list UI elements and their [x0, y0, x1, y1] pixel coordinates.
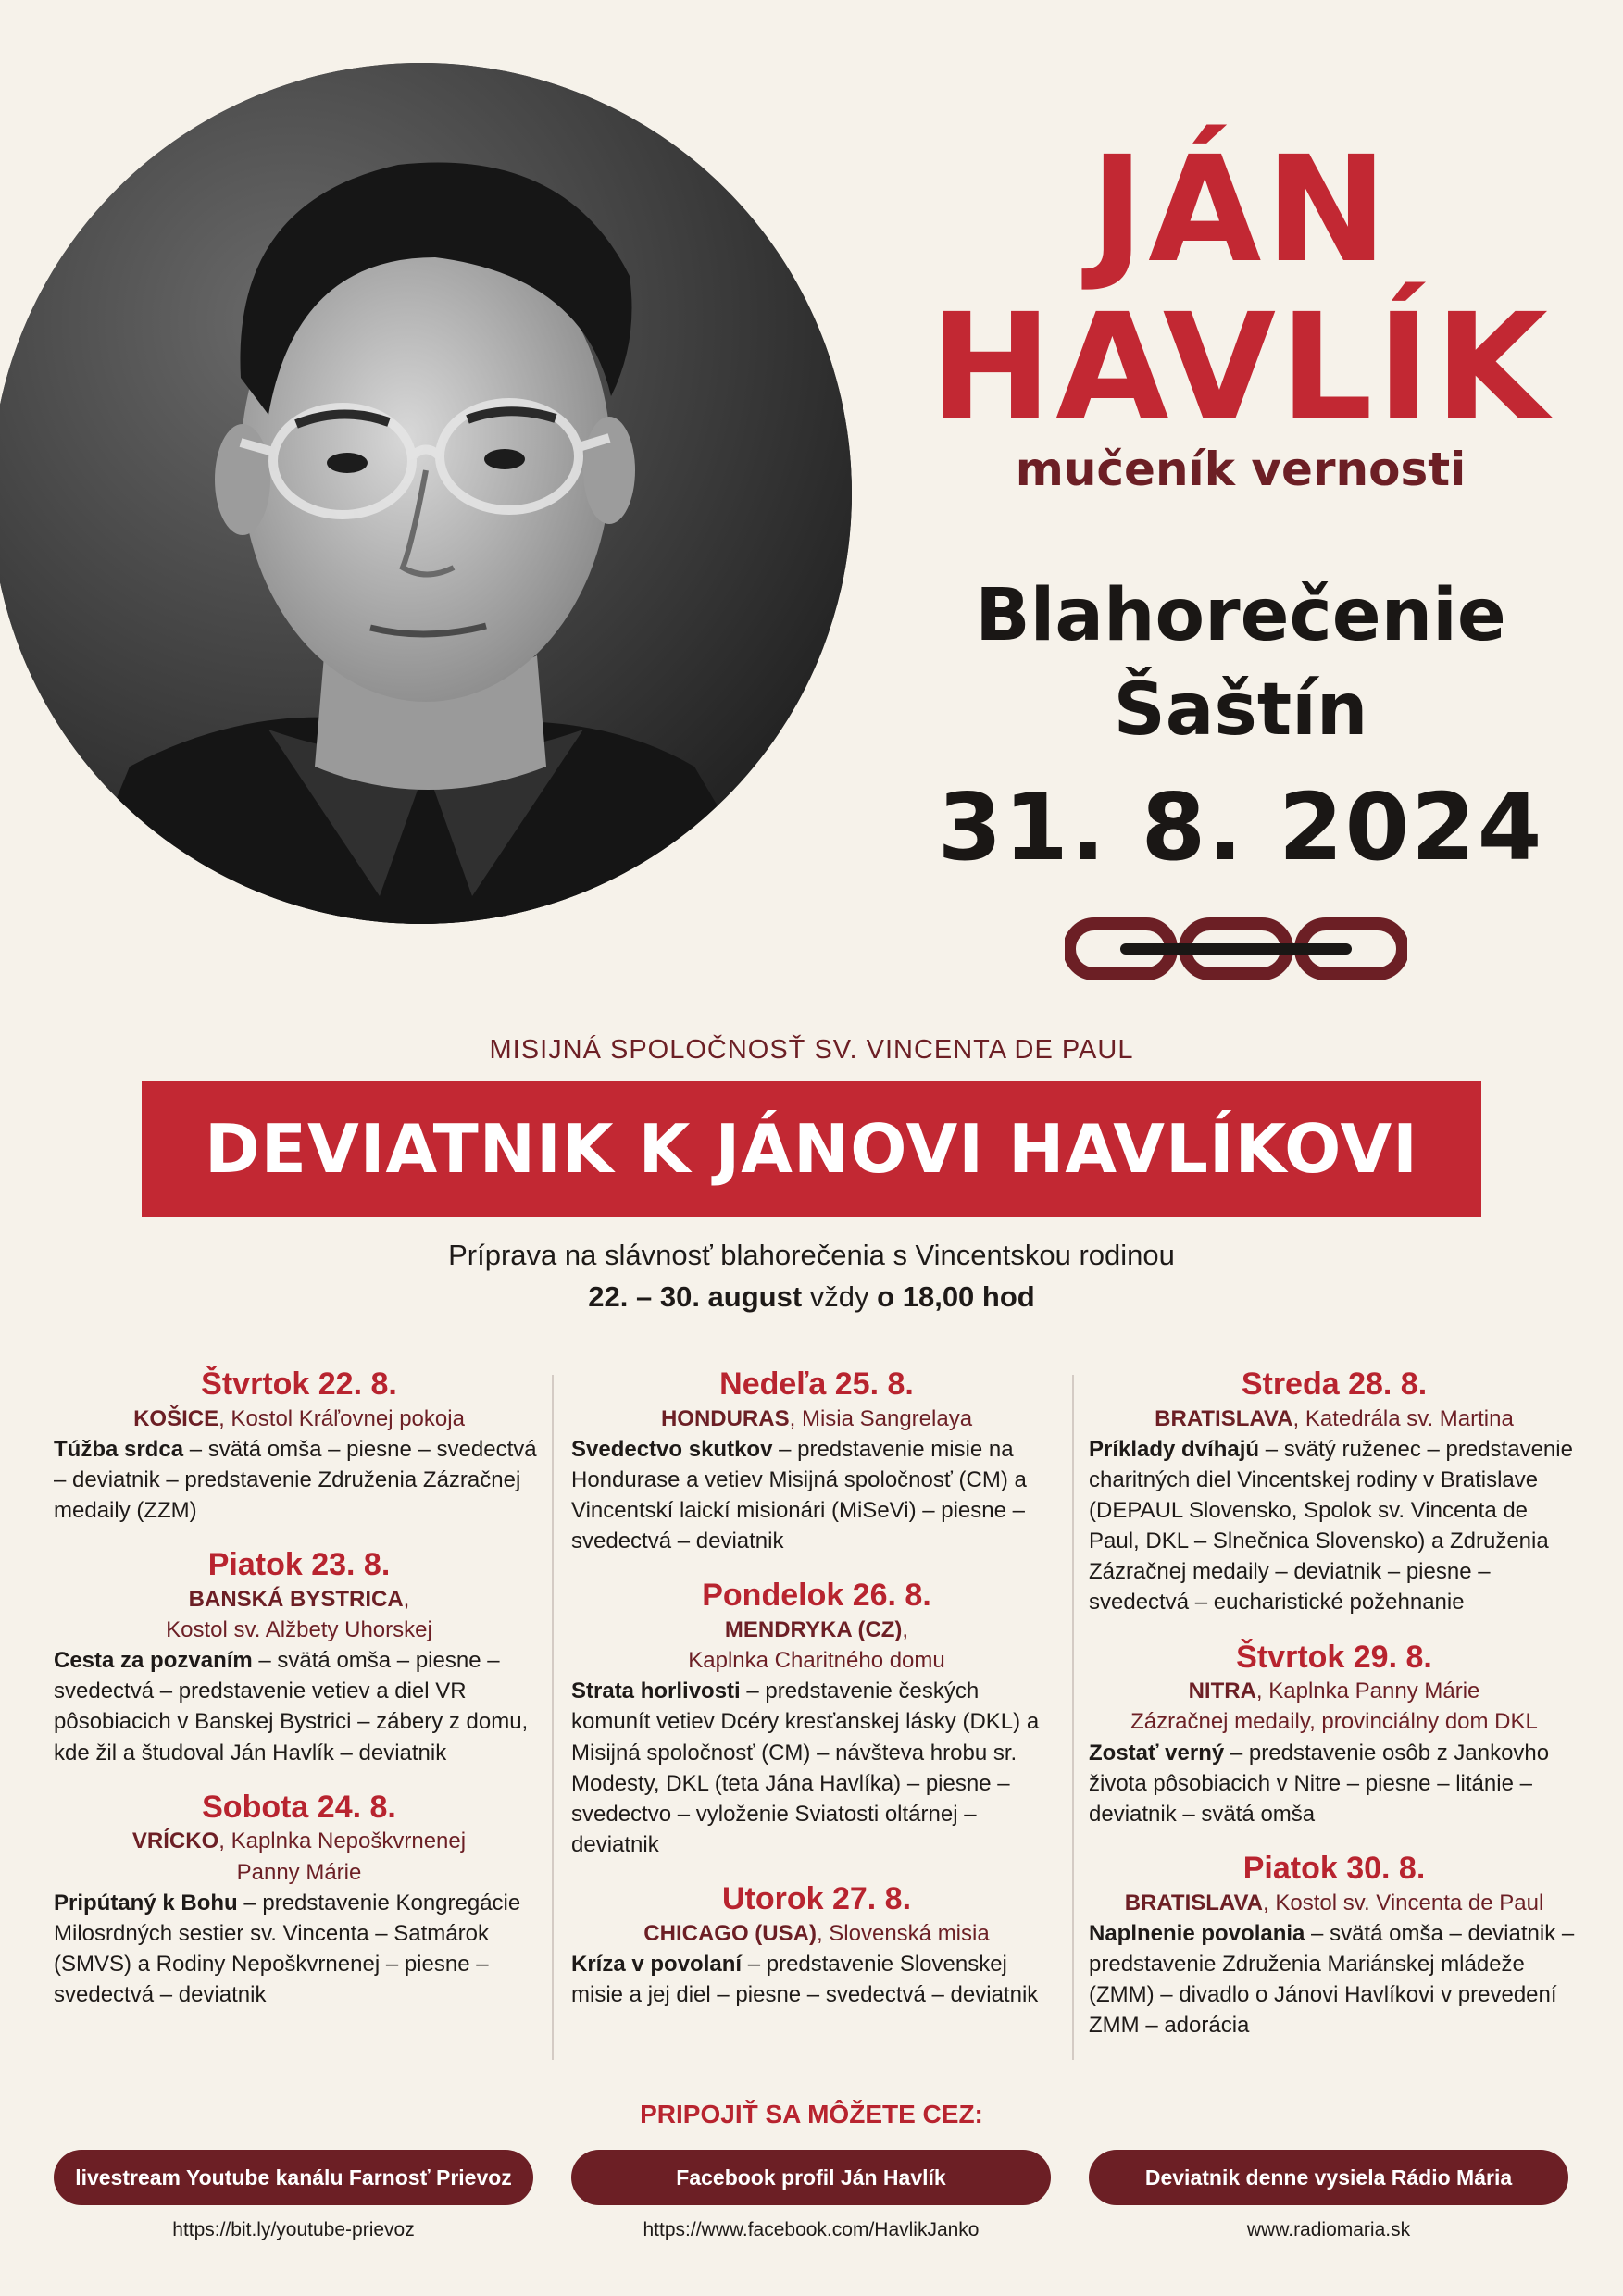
- day-description: [571, 1949, 1062, 2010]
- description-text: – predstavenie osôb z Jankovho života pôsobiacich v Nitre – piesne – litánie – deviatnik – svätá omša: [1089, 1740, 1550, 1827]
- place-detail: , Misia Sangrelaya: [789, 1405, 973, 1431]
- day-place: [571, 1404, 1062, 1434]
- description-text: – predstavenie Slovenskej misie a jej diel – piesne – svedectvá – deviatnik: [571, 1951, 1039, 2008]
- description-title: Túžba srdca: [54, 1436, 184, 1462]
- date-range: 22. – 30. august: [588, 1280, 803, 1313]
- day-place: [1089, 1676, 1579, 1706]
- day-place: [1089, 1888, 1579, 1918]
- chain-icon: [1065, 917, 1407, 986]
- place-name: CHICAGO (USA): [643, 1920, 817, 1946]
- banner: [142, 1081, 1481, 1217]
- description-text: – svätá omša – piesne – svedectvá – deviatnik – predstavenie Združenia Zázračnej medaily (ZZM): [54, 1436, 537, 1524]
- description-text: – predstavenie misie na Hondurase a vetiev Misijná spoločnosť (CM) a Vincentskí laickí misionári (MiSeVi) – piesne – svedectvá – deviatnik: [571, 1436, 1027, 1554]
- youtube-livestream-button[interactable]: livestream Youtube kanálu Farnosť Prievoz: [54, 2150, 533, 2205]
- subtitle: mučeník vernosti: [1015, 443, 1467, 496]
- day-description: [54, 1888, 544, 2010]
- place-detail: , Katedrála sv. Martina: [1292, 1405, 1514, 1431]
- description-title: Príklady dvíhajú: [1089, 1436, 1260, 1462]
- day-place: [54, 1826, 544, 1856]
- day-item: [571, 1880, 1062, 2010]
- day-place-line2: Kaplnka Charitného domu: [688, 1648, 945, 1674]
- description-text: – predstavenie českých komunít vetiev Dcéry kresťanskej lásky (DKL) a Misijná spoločnosť (CM) – návšteva hrobu sr. Modesty, DKL (teta Jána Havlíka) – piesne – svedectvo – vyloženie Sviatosti oltárnej – deviatnik: [571, 1678, 1040, 1857]
- description-text: – svätý ruženec – predstavenie charitných diel Vincentskej rodiny v Bratislave (DEPAUL Slovensko, Spolok sv. Vincenta de Paul, DKL – Slnečnica Slovensko) a Združenia Zázračnej medaily – deviatnik – piesne – svedectvá – eucharistické požehnanie: [1089, 1436, 1573, 1616]
- event-location: Šaštín: [1113, 668, 1368, 752]
- day-title: Štvrtok 29. 8.: [1236, 1639, 1432, 1675]
- event-title: Blahorečenie: [975, 574, 1506, 657]
- radio-maria-link[interactable]: www.radiomaria.sk: [1246, 2219, 1411, 2240]
- description-title: Cesta za pozvaním: [54, 1648, 253, 1674]
- day-description: [571, 1434, 1062, 1556]
- day-item: [571, 1577, 1062, 1860]
- description-title: Kríza v povolaní: [571, 1951, 743, 1977]
- place-name: NITRA: [1188, 1678, 1256, 1704]
- place-detail: , Kaplnka Nepoškvrnenej: [218, 1828, 467, 1854]
- description-title: Pripútaný k Bohu: [54, 1890, 238, 1915]
- day-place-line2: Panny Márie: [236, 1859, 362, 1885]
- place-name: MENDRYKA (CZ): [724, 1617, 903, 1643]
- always-word: vždy: [809, 1280, 869, 1313]
- place-name: BRATISLAVA: [1155, 1405, 1293, 1431]
- description-text: – predstavenie Kongregácie Milosrdných sestier sv. Vincenta – Satmárok (SMVS) a Rodiny Nepoškvrnenej – piesne – svedectvá – deviatnik: [54, 1890, 521, 2008]
- youtube-link[interactable]: https://bit.ly/youtube-prievoz: [172, 2219, 415, 2240]
- place-detail: ,: [403, 1587, 410, 1613]
- day-title: Nedeľa 25. 8.: [719, 1366, 914, 1402]
- day-item: [571, 1366, 1062, 1556]
- description-title: Svedectvo skutkov: [571, 1436, 773, 1462]
- schedule-column-2: [571, 1366, 1062, 2030]
- description-title: Naplnenie povolania: [1089, 1920, 1305, 1946]
- description-title: Strata horlivosti: [571, 1678, 741, 1704]
- start-time: o 18,00 hod: [877, 1280, 1035, 1313]
- day-place: [54, 1584, 544, 1615]
- day-title: Streda 28. 8.: [1241, 1366, 1428, 1402]
- event-date: 31. 8. 2024: [937, 773, 1544, 881]
- day-title: Utorok 27. 8.: [721, 1881, 912, 1917]
- day-place-line2: Kostol sv. Alžbety Uhorskej: [166, 1617, 432, 1643]
- day-description: [54, 1434, 544, 1526]
- day-description: [571, 1676, 1062, 1860]
- day-place: [54, 1404, 544, 1434]
- dates-line: [0, 1280, 1623, 1314]
- column-separator: [1072, 1375, 1074, 2060]
- connect-heading: PRIPOJIŤ SA MÔŽETE CEZ:: [640, 2100, 983, 2128]
- portrait-photo: [0, 63, 852, 924]
- day-place: [1089, 1404, 1579, 1434]
- place-detail: ,: [902, 1617, 909, 1643]
- day-place: [571, 1615, 1062, 1645]
- facebook-profile-button[interactable]: Facebook profil Ján Havlík: [571, 2150, 1051, 2205]
- description-text: – svätá omša – deviatnik – predstavenie Združenia Mariánskej mládeže (ZMM) – divadlo o Jánovi Havlíkovi v prevedení ZMM – adorácia: [1089, 1920, 1575, 2039]
- day-description: [1089, 1918, 1579, 2040]
- radio-maria-button[interactable]: Deviatnik denne vysiela Rádio Mária: [1089, 2150, 1568, 2205]
- day-description: [54, 1645, 544, 1767]
- day-item: [54, 1789, 544, 2010]
- day-item: [1089, 1850, 1579, 2040]
- place-name: BANSKÁ BYSTRICA: [188, 1587, 404, 1613]
- schedule-column-1: [54, 1366, 544, 2030]
- place-name: BRATISLAVA: [1124, 1890, 1264, 1915]
- day-item: [1089, 1639, 1579, 1829]
- day-title: Štvrtok 22. 8.: [201, 1366, 397, 1402]
- column-separator: [552, 1375, 554, 2060]
- day-place: [571, 1918, 1062, 1949]
- day-title: Sobota 24. 8.: [202, 1789, 396, 1825]
- organization-name: MISIJNÁ SPOLOČNOSŤ SV. VINCENTA DE PAUL: [489, 1035, 1134, 1065]
- facebook-link[interactable]: https://www.facebook.com/HavlikJanko: [643, 2219, 980, 2240]
- place-name: KOŠICE: [133, 1405, 219, 1431]
- place-detail: , Kostol Kráľovnej pokoja: [218, 1405, 465, 1431]
- day-item: [1089, 1366, 1579, 1618]
- name-line-1: JÁN: [1090, 125, 1392, 295]
- day-place-line2: Zázračnej medaily, provinciálny dom DKL: [1130, 1709, 1538, 1735]
- portrait-illustration: [0, 63, 852, 924]
- description-title: Zostať verný: [1089, 1740, 1225, 1766]
- place-detail: , Slovenská misia: [816, 1920, 990, 1946]
- place-detail: , Kostol sv. Vincenta de Paul: [1263, 1890, 1544, 1915]
- day-item: [54, 1366, 544, 1526]
- description-text: – svätá omša – piesne – svedectvá – predstavenie vetiev a diel VR pôsobiacich v Banskej Bystrici – zábery z domu, kde žil a študoval Ján Havlík – deviatnik: [54, 1648, 529, 1766]
- day-title: Piatok 23. 8.: [207, 1547, 391, 1583]
- name-line-2: HAVLÍK: [930, 282, 1552, 453]
- place-detail: , Kaplnka Panny Márie: [1255, 1678, 1480, 1704]
- place-name: HONDURAS: [660, 1405, 790, 1431]
- schedule-column-3: [1089, 1366, 1579, 2061]
- day-item: [54, 1546, 544, 1767]
- place-name: VRÍCKO: [131, 1828, 219, 1854]
- day-description: [1089, 1434, 1579, 1618]
- day-title: Piatok 30. 8.: [1242, 1850, 1426, 1886]
- day-description: [1089, 1738, 1579, 1829]
- banner-title: DEVIATNIK K JÁNOVI HAVLÍKOVI: [205, 1110, 1418, 1188]
- day-title: Pondelok 26. 8.: [702, 1578, 931, 1614]
- intro-text: Príprava na slávnosť blahorečenia s Vincentskou rodinou: [448, 1239, 1175, 1271]
